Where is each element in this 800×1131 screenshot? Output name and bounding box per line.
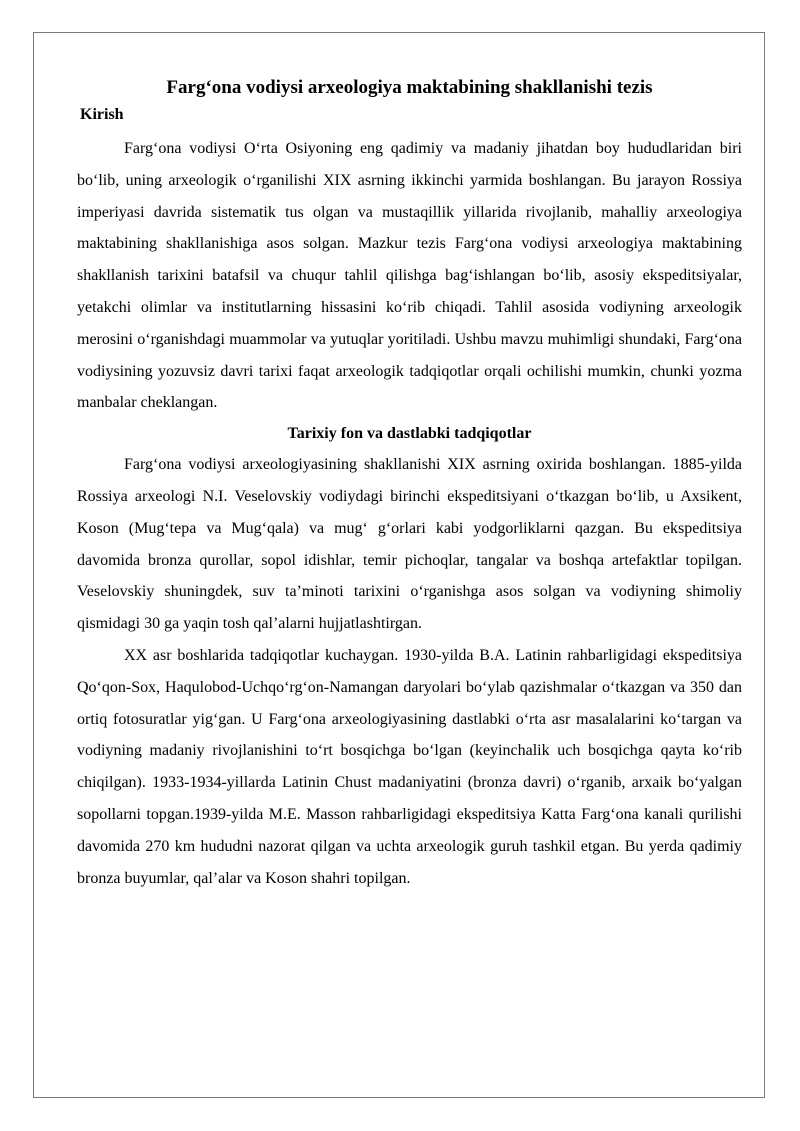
section-heading-kirish: Kirish bbox=[80, 106, 124, 123]
document-title: Farg‘ona vodiysi arxeologiya maktabining shakllanishi tezis bbox=[166, 77, 653, 98]
paragraph: Farg‘ona vodiysi arxeologiyasining shakllanishi XIX asrning oxirida boshlangan. 1885-yilda Rossiya arxeologi N.I. Veselovskiy vodiydagi birinchi ekspeditsiyani o‘tkazgan bo‘lib, u Axsikent, Koson (Mug‘tepa va Mug‘qala) va mug‘ g‘orlari kabi yodgorliklarni qazgan. Bu ekspeditsiya davomida bronza qurollar, sopol idishlar, temir pichoqlar, tangalar va boshqa artefaktlar topilgan. Veselovskiy shuningdek, suv ta’minoti tarixini o‘rganishga asos solgan va vodiyning shimoliy qismidagi 30 ga yaqin tosh qal’alarni hujjatlashtirgan. bbox=[77, 456, 742, 633]
section-intro bbox=[77, 105, 742, 419]
section-historical-background bbox=[77, 419, 742, 894]
section-heading-tarixiy-fon: Tarixiy fon va dastlabki tadqiqotlar bbox=[287, 425, 532, 443]
paragraph: XX asr boshlarida tadqiqotlar kuchaygan. 1930-yilda B.A. Latinin rahbarligidagi ekspeditsiya Qo‘qon-Sox, Haqulobod-Uchqo‘rg‘on-Namangan daryolari bo‘ylab qazishmalar o‘tkazgan va 350 dan ortiq fotosuratlar yig‘gan. U Farg‘ona arxeologiyasining dastlabki o‘rta asr masalalarini ko‘targan va vodiyning madaniy rivojlanishini to‘rt bosqichga bo‘lgan (keyinchalik uch bosqichga qayta ko‘rib chiqilgan). 1933-1934-yillarda Latinin Chust madaniyatini (bronza davri) o‘rganib, arxaik bo‘yalgan sopollarni topgan.1939-yilda M.E. Masson rahbarligidagi ekspeditsiya Katta Farg‘ona kanali qurilishi davomida 270 km hududni nazorat qilgan va uchta arxeologik guruh tashkil etgan. Bu yerda qadimiy bronza buyumlar, qal’alar va Koson shahri topilgan. bbox=[77, 646, 742, 887]
paragraph: Farg‘ona vodiysi O‘rta Osiyoning eng qadimiy va madaniy jihatdan boy hududlaridan biri bo‘lib, uning arxeologik o‘rganilishi XIX asrning ikkinchi yarmida boshlangan. Bu jarayon Rossiya imperiyasi davrida sistematik tus olgan va mustaqillik yillarida rivojlanib, mahalliy arxeologiya maktabining shakllanishiga asos solgan. Mazkur tezis Farg‘ona vodiysi arxeologiya maktabining shakllanish tarixini batafsil va chuqur tahlil qilishga bag‘ishlangan bo‘lib, asosiy ekspeditsiyalar, yetakchi olimlar va institutlarning hissasini ko‘rib chiqadi. Tahlil asosida vodiyning arxeologik merosini o‘rganishdagi muammolar va yutuqlar yoritiladi. Ushbu mavzu muhimligi shundaki, Farg‘ona vodiysining yozuvsiz davri tarixi faqat arxeologik tadqiqotlar orqali ochilishi mumkin, chunki yozma manbalar cheklangan. bbox=[77, 140, 742, 412]
document-body bbox=[77, 75, 742, 894]
